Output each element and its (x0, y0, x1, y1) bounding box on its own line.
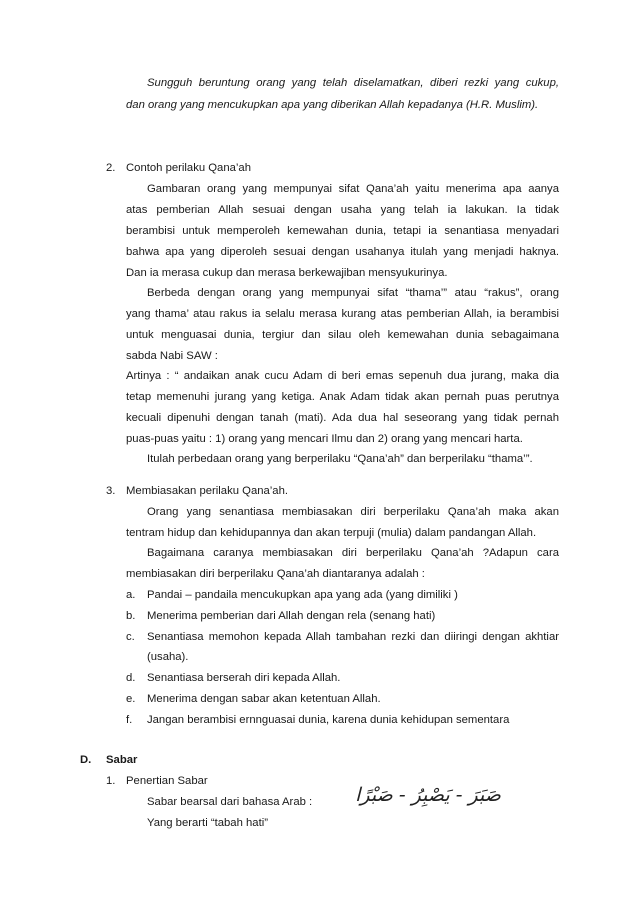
item-2-title: Contoh perilaku Qana’ah (126, 162, 251, 174)
paragraph-line: Berbeda dengan orang yang mempunyai sifat “thama’” atau “rakus”, orang (147, 287, 559, 299)
arabic-text: صَبَرَ - يَصْبِرُ - صَبْرًا (355, 784, 501, 806)
list-item-letter: d. (126, 672, 136, 684)
list-item-text: Senantiasa memohon kepada Allah tambahan rezki dan diiringi dengan akhtiar (147, 631, 559, 643)
paragraph-line: Gambaran orang yang mempunyai sifat Qana’ah yaitu menerima apa aanya (147, 183, 559, 195)
section-letter: D. (80, 754, 92, 766)
paragraph-line: Yang berarti “tabah hati” (147, 817, 268, 829)
list-item-letter: c. (126, 631, 135, 643)
list-item-text: Pandai – pandaila mencukupkan apa yang ada (yang dimiliki ) (147, 589, 458, 601)
paragraph-line: Itulah perbedaan orang yang berperilaku “Qana’ah” dan berperilaku “thama’”. (147, 453, 533, 465)
paragraph-line: tentram hidup dan kehidupannya dan akan terpuji (mulia) dalam pandangan Allah. (126, 527, 537, 539)
paragraph-line: membiasakan diri berperilaku Qana’ah diantaranya adalah : (126, 568, 425, 580)
list-item-letter: e. (126, 693, 136, 705)
hadith-line-1: Sungguh beruntung orang yang telah diselamatkan, diberi rezki yang cukup, (147, 77, 559, 89)
paragraph-line: berambisi untuk memperoleh kemewahan dunia, tetapi ia senantiasa menyadari (126, 225, 559, 237)
paragraph-line: kecuali dipenuhi dengan tanah (mati). Ada dua hal seseorang yang tidak pernah (126, 412, 559, 424)
paragraph-line: untuk menguasai dunia, tergiur dan silau oleh kemewahan dunia sebagaimana (126, 329, 559, 341)
list-item-letter: f. (126, 714, 133, 726)
paragraph-line: tetap memenuhi jurang yang ketiga. Anak Adam tidak akan pernah puas perutnya (126, 391, 559, 403)
hadith-line-2: dan orang yang mencukupkan apa yang diberikan Allah kepadanya (H.R. Muslim). (126, 99, 539, 111)
list-item-text: Jangan berambisi ernnguasai dunia, karena dunia kehidupan sementara (147, 714, 510, 726)
list-item-letter: a. (126, 589, 136, 601)
paragraph-line: Dan ia merasa cukup dan merasa berkewajiban mensyukurinya. (126, 267, 448, 279)
paragraph-line: Orang yang senantiasa membiasakan diri berperilaku Qana’ah maka akan (147, 506, 559, 518)
paragraph-line: Sabar bearsal dari bahasa Arab : (147, 796, 313, 808)
paragraph-line: Artinya : “ andaikan anak cucu Adam di beri emas sepenuh dua jurang, maka dia (126, 370, 559, 382)
section-title: Sabar (106, 754, 138, 766)
item-2-number: 2. (106, 162, 116, 174)
arabic-calligraphy (348, 778, 508, 812)
list-item-text: Senantiasa berserah diri kepada Allah. (147, 672, 341, 684)
paragraph-line: Bagaimana caranya membiasakan diri berperilaku Qana’ah ?Adapun cara (147, 547, 559, 559)
paragraph-line: yang thama’ atau rakus ia selalu merasa kurang atas pemberian Allah, ia berambisi (126, 308, 559, 320)
subsection-number: 1. (106, 775, 116, 787)
paragraph-line: bahwa apa yang diperoleh sesuai dengan usahanya itulah yang menjadi haknya. (126, 246, 559, 258)
item-3-number: 3. (106, 485, 116, 497)
list-item-text: Menerima dengan sabar akan ketentuan Allah. (147, 693, 381, 705)
paragraph-line: atas pemberian Allah sesuai dengan usaha yang telah ia lakukan. Ia tidak (126, 204, 559, 216)
list-item-text: Menerima pemberian dari Allah dengan rela (senang hati) (147, 610, 436, 622)
item-3-title: Membiasakan perilaku Qana’ah. (126, 485, 289, 497)
paragraph-line: sabda Nabi SAW : (126, 350, 218, 362)
paragraph-line: puas-puas yaitu : 1) orang yang mencari Ilmu dan 2) orang yang mencari harta. (126, 433, 523, 445)
list-item-letter: b. (126, 610, 136, 622)
list-item-text-continued: (usaha). (147, 651, 189, 663)
subsection-title: Penertian Sabar (126, 775, 208, 787)
